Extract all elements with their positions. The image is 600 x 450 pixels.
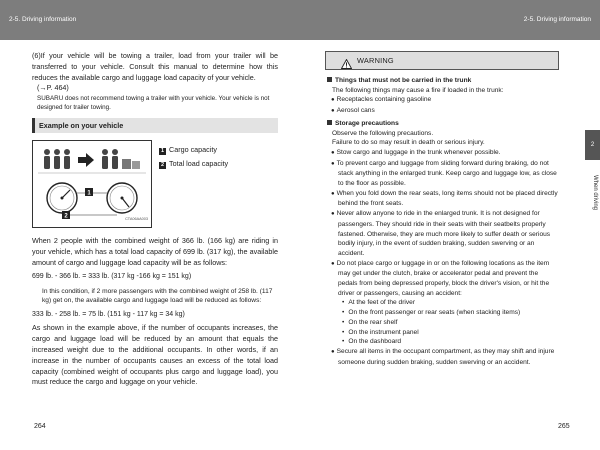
warning-body [325, 70, 559, 367]
storage-item: ● To prevent cargo and luggage from sliding forward during braking, do not stack anything in the enlarged trunk. Keep cargo and luggage low, as close to the floor as possible. [327, 159, 559, 189]
left-page-content [32, 51, 278, 388]
warning-title: WARNING [357, 56, 394, 65]
section-title-left: 2-5. Driving information [9, 16, 77, 23]
storage-heading: Storage precautions [327, 119, 559, 129]
things-intro: The following things may cause a fire if loaded in the trunk: [332, 86, 504, 94]
things-heading: Things that must not be carried in the trunk [327, 76, 559, 86]
legend-label: Total load capacity [169, 158, 229, 168]
formula-1: 699 lb. - 366 lb. = 333 lb. (317 kg -166 kg = 151 kg) [32, 273, 192, 281]
location-item: • On the instrument panel [327, 328, 559, 338]
legend-item [159, 143, 228, 157]
gauge-left-icon [47, 183, 77, 213]
square-bullet-icon [327, 120, 332, 125]
location-item: • At the feet of the driver [327, 298, 559, 308]
diagram-legend [159, 143, 228, 171]
storage-item: ● Never allow anyone to ride in the enlarged trunk. It is not designed for passengers. They should ride in their seats with their seatbelts properly fastened. Otherwise, they are much more likely to suffer death or serious bodily injury, in the event of sudden braking, sudden swerving or an accident. [327, 209, 559, 259]
warning-triangle-icon [341, 56, 352, 74]
subaru-note: SUBARU does not recommend towing a trailer with your vehicle. Your vehicle is not designed for trailer towing. [37, 94, 270, 111]
load-diagram [32, 140, 152, 228]
storage-intro-2: Failure to do so may result in death or serious injury. [332, 139, 485, 147]
section-title-right: 2-5. Driving information [523, 16, 591, 23]
legend-number: 1 [160, 147, 165, 154]
storage-item: ● Do not place cargo or luggage in or on the following locations as the item may get under the clutch, brake or accelerator pedal and prevent the pedals from being depressed properly, block the driver's vision, or hit the driver or passengers, causing an accident: [327, 259, 559, 299]
legend-number: 2 [160, 161, 165, 168]
arrow-right-icon [78, 153, 94, 167]
location-item: • On the front passenger or rear seats (when stacking items) [327, 308, 559, 318]
example-text: When 2 people with the combined weight of 366 lb. (166 kg) are riding in your vehicle, which has a total load capacity of 699 lb. (317 kg), the available amount of cargo and luggage load capacity will be as follows: [32, 235, 278, 267]
svg-text:2: 2 [64, 213, 68, 220]
passenger-figures-right-icon [102, 149, 140, 169]
location-item: • On the rear shelf [327, 318, 559, 328]
legend-item [159, 157, 228, 171]
page-number-left: 264 [34, 423, 46, 430]
storage-item: ● When you fold down the rear seats, long items should not be placed directly behind the front seats. [327, 189, 559, 209]
passenger-figures-left-icon [44, 149, 70, 169]
chapter-tab: 2 [585, 130, 600, 160]
warning-header [325, 51, 559, 70]
page-number-right: 265 [558, 423, 570, 430]
things-item: ● Aerosol cans [327, 106, 559, 117]
example-area [32, 140, 278, 236]
formula-2: 333 lb. - 258 lb. = 75 lb. (151 kg - 117 kg = 34 kg) [32, 310, 185, 318]
diagram-code: CTA06AA003 [125, 217, 148, 222]
chapter-label: When driving [592, 175, 598, 211]
storage-item-final: ● Secure all items in the occupant compartment, as they may shift and injure someone during sudden braking, sudden swerving or an accident. [327, 347, 559, 367]
location-item: • On the dashboard [327, 337, 559, 347]
conclusion-text: As shown in the example above, if the number of occupants increases, the cargo and luggage load will be reduced by an amount that equals the increased weight due to the additional occupants. In other words, if an increase in the number of occupants causes an excess of the total load capacity (combined weight of occupants plus cargo and luggage load), you must reduce the cargo and luggage on your vehicle. [32, 323, 278, 387]
svg-text:1: 1 [87, 190, 91, 197]
storage-item: ● Stow cargo and luggage in the trunk whenever possible. [327, 148, 559, 159]
warning-box [325, 51, 559, 367]
legend-label: Cargo capacity [169, 144, 217, 154]
things-item: ● Receptacles containing gasoline [327, 95, 559, 106]
trailer-note: (6)If your vehicle will be towing a trailer, load from your trailer will be transferred to your vehicle. Consult this manual to determine how this reduces the available cargo and luggage load capacity of your vehicle. [32, 51, 278, 82]
condition-text: In this condition, if 2 more passengers with the combined weight of 258 lb. (117 kg) get on, the available cargo and luggage load will be reduced as follows: [42, 287, 273, 305]
storage-intro-1: Observe the following precautions. [332, 129, 434, 137]
header-bar [0, 0, 600, 40]
gauge-right-icon [107, 183, 137, 213]
example-heading: Example on your vehicle [32, 118, 278, 133]
square-bullet-icon [327, 77, 332, 82]
page-reference: (→P. 464) [37, 83, 69, 93]
